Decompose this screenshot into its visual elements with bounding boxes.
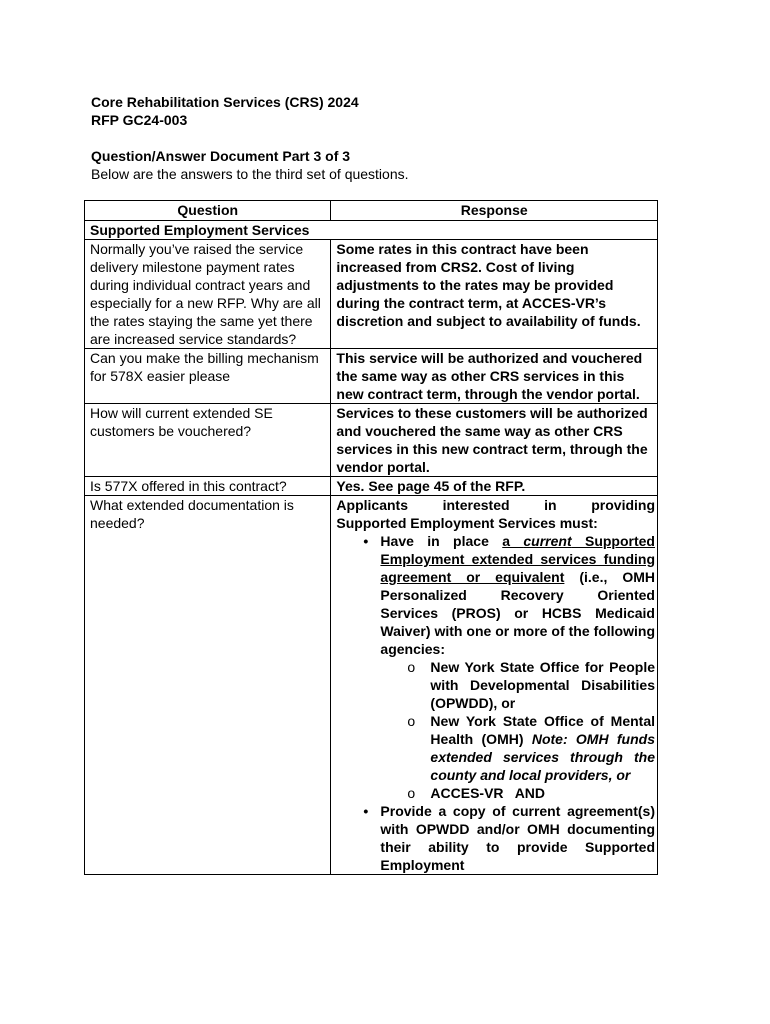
list-item: o ACCES-VR AND [407, 785, 546, 801]
list-item: • Have in place a current Supported Employment extended services funding agreement or equivalent (i.e., OMH Personalized Recovery Oriented Services (PROS) or HCBS Medicaid Waiver) with one or more of the following agencies: o New York State Office for People with Developmental Disabilities (OPWDD), or o New York State Office of Mental Health (OMH) Note: OMH funds extended services through the county and local providers, or o ACCES-VR AND [363, 533, 656, 801]
bullet-icon: • [363, 533, 369, 549]
bullet-icon: • [363, 803, 369, 819]
document-subtitle: Question/Answer Document Part 3 of 3 [91, 148, 351, 164]
table-row [85, 240, 658, 349]
question-cell: Is 577X offered in this contract? [85, 477, 331, 496]
response-cell [331, 496, 658, 875]
document-header [91, 93, 691, 183]
question-cell: Can you make the billing mechanism for 578X easier please [85, 349, 331, 404]
response-cell: Services to these customers will be authorized and vouchered the same way as other CRS services in this new contract term, through the vendor portal. [331, 404, 658, 477]
list-item: o New York State Office for People with Developmental Disabilities (OPWDD), or [407, 659, 655, 711]
rfp-number: RFP GC24-003 [91, 112, 188, 128]
requirements-list [336, 532, 655, 874]
circle-bullet-icon: o [407, 713, 416, 729]
response-cell: Yes. See page 45 of the RFP. [331, 477, 658, 496]
table-row [85, 404, 658, 477]
response-intro-line: Applicants interested in providing [336, 497, 655, 513]
table-row [85, 477, 658, 496]
section-title: Supported Employment Services [85, 221, 658, 240]
response-cell: Some rates in this contract have been increased from CRS2. Cost of living adjustments to the rates may be provided during the contract term, at ACCES-VR’s discretion and subject to availability of funds. [331, 240, 658, 349]
document-title: Core Rehabilitation Services (CRS) 2024 [91, 94, 359, 110]
table-row [85, 496, 658, 875]
intro-text: Below are the answers to the third set of questions. [91, 166, 409, 182]
table-header-row [85, 201, 658, 221]
circle-bullet-icon: o [407, 785, 416, 801]
question-cell: Normally you’ve raised the service delivery milestone payment rates during individual contract years and especially for a new RFP. Why are all the rates staying the same yet there are increased service standards? [85, 240, 331, 349]
qa-table [84, 200, 658, 875]
response-cell: This service will be authorized and vouchered the same way as other CRS services in this new contract term, through the vendor portal. [331, 349, 658, 404]
question-column-header: Question [85, 201, 331, 221]
response-intro-line: Supported Employment Services must: [336, 515, 598, 531]
table-row [85, 349, 658, 404]
circle-bullet-icon: o [407, 659, 416, 675]
response-column-header: Response [331, 201, 658, 221]
question-cell: How will current extended SE customers be vouchered? [85, 404, 331, 477]
list-item: • Provide a copy of current agreement(s) with OPWDD and/or OMH documenting their ability to provide Supported Employment [363, 803, 655, 873]
question-cell: What extended documentation is needed? [85, 496, 331, 875]
section-row [85, 221, 658, 240]
agency-list [380, 658, 655, 802]
list-item: o New York State Office of Mental Health (OMH) Note: OMH funds extended services through the county and local providers, or [407, 713, 655, 783]
